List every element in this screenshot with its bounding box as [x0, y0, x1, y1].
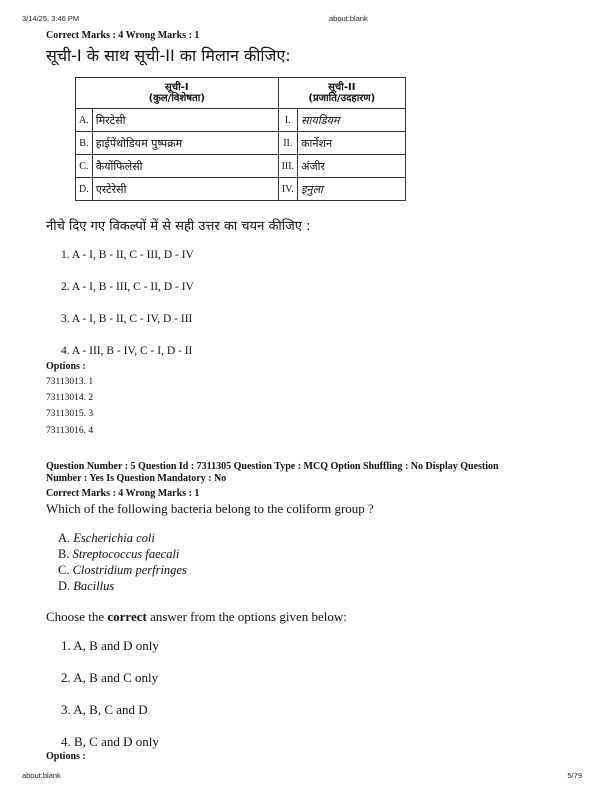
list-1-index: A. [76, 109, 93, 132]
q5-item: C. Clostridium perfringes [58, 563, 187, 577]
answer-choice: 1. A - I, B - II, C - III, D - IV [61, 249, 194, 261]
answer-choice: 1. A, B and D only [61, 638, 159, 653]
answer-choice: 4. A - III, B - IV, C - I, D - II [61, 345, 193, 357]
list-1-index: B. [76, 132, 93, 155]
list-2-index: II. [278, 132, 298, 155]
print-page-title: about:blank [329, 14, 368, 23]
answer-choice: 2. A, B and C only [61, 670, 159, 685]
q4-marks: Correct Marks : 4 Wrong Marks : 1 [46, 30, 200, 41]
answer-choice: 4. B, C and D only [61, 734, 159, 749]
q5-item: D. Bacillus [58, 579, 115, 593]
list-1-index: D. [76, 178, 93, 201]
list-2-header: सूची-II (प्रजाति/उदहारण) [278, 78, 405, 109]
option-id: 73113013. 1 [46, 377, 94, 387]
options-label: Options : [46, 751, 86, 762]
q5-question: Which of the following bacteria belong to the coliform group ? [46, 501, 374, 516]
q5-item: B. Streptococcus faecali [58, 547, 180, 561]
list-1-item: मिरटेसी [92, 109, 278, 132]
list-1-item: कैयोंफिलेसी [92, 155, 278, 178]
q5-meta-line-1: Question Number : 5 Question Id : 7311305 Question Type : MCQ Option Shuffling : No Display Question [46, 461, 499, 472]
table-row [76, 109, 406, 132]
q4-prompt: नीचे दिए गए विकल्पों में से सही उत्तर का चयन कीजिए : [46, 219, 311, 234]
list-2-item: अंजीर [298, 155, 406, 178]
answer-choice: 3. A - I, B - II, C - IV, D - III [61, 313, 193, 325]
print-footer-url: about:blank [22, 771, 61, 780]
table-row [76, 155, 406, 178]
option-id: 73113014. 2 [46, 393, 94, 403]
print-page-number: 5/79 [567, 771, 582, 780]
options-label: Options : [46, 361, 86, 372]
option-id: 73113015. 3 [46, 409, 94, 419]
table-row [76, 178, 406, 201]
q5-marks: Correct Marks : 4 Wrong Marks : 1 [46, 488, 200, 499]
table-row [76, 132, 406, 155]
list-2-item: कार्नेशन [298, 132, 406, 155]
q5-item: A. Escherichia coli [58, 531, 155, 545]
list-2-item: इनुला [298, 178, 406, 201]
match-table-header [76, 78, 406, 109]
list-2-index: III. [278, 155, 298, 178]
answer-choice: 3. A, B, C and D [61, 702, 148, 717]
match-table [75, 77, 406, 201]
list-2-index: I. [278, 109, 298, 132]
list-1-item: हाईपेंथोडियम पुष्पक्रम [92, 132, 278, 155]
list-2-item: सायडियम [298, 109, 406, 132]
q4-title: सूची-I के साथ सूची-II का मिलान कीजिए: [46, 46, 291, 65]
answer-choice: 2. A - I, B - III, C - II, D - IV [61, 281, 194, 293]
q5-meta-line-2: Number : Yes Is Question Mandatory : No [46, 473, 227, 484]
list-1-item: एस्टेरेसी [92, 178, 278, 201]
list-1-index: C. [76, 155, 93, 178]
q5-prompt: Choose the correct answer from the options given below: [46, 609, 347, 624]
list-1-header: सूची-I (कुल/विशेषता) [76, 78, 279, 109]
list-2-index: IV. [278, 178, 298, 201]
print-timestamp: 3/14/25, 3:46 PM [22, 14, 80, 23]
option-id: 73113016. 4 [46, 426, 94, 436]
